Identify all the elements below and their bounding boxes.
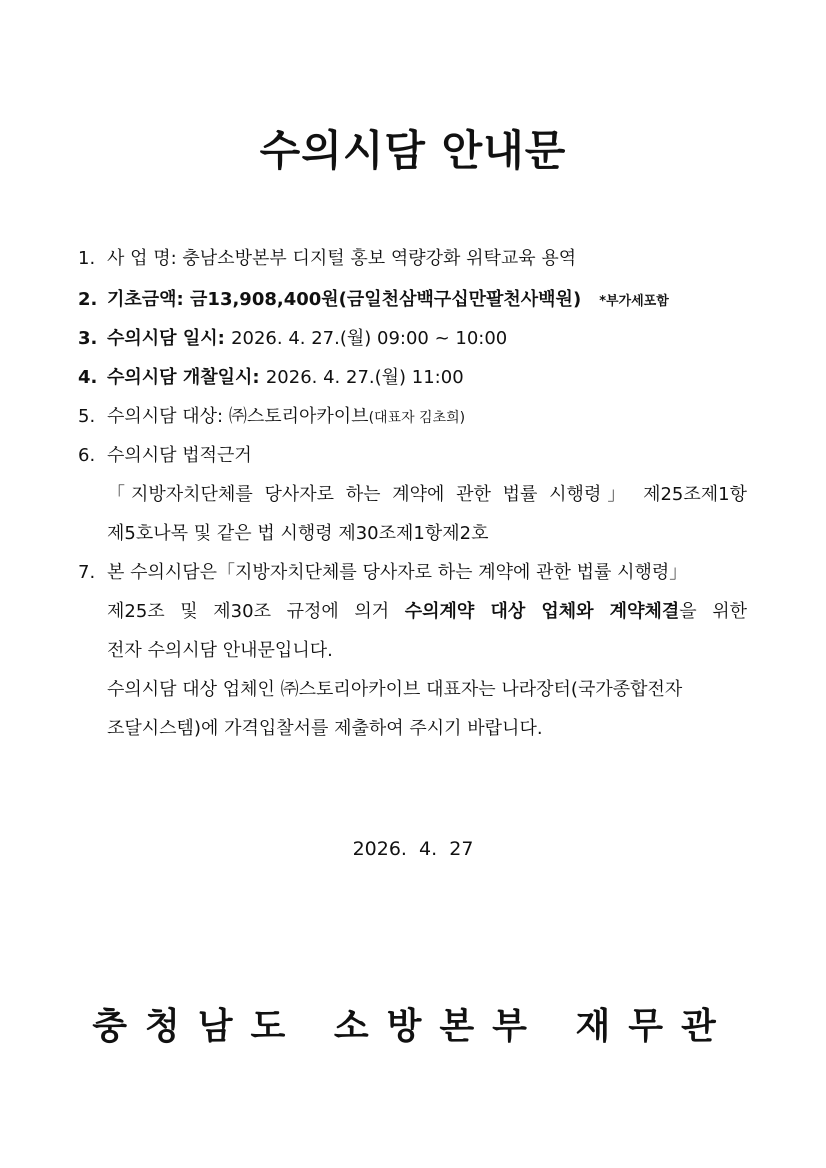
item-label: 수의시담 대상: bbox=[107, 406, 229, 427]
representative-note: (대표자 김초희) bbox=[368, 410, 466, 426]
item-number: 7. bbox=[78, 562, 96, 583]
item-label: 수의시담 일시: bbox=[107, 328, 232, 349]
item-number: 4. bbox=[78, 367, 98, 388]
item-number: 3. bbox=[78, 328, 98, 349]
item-label: 수의시담 법적근거 bbox=[107, 445, 252, 466]
item-5 bbox=[78, 405, 465, 430]
notice-line-2 bbox=[107, 600, 747, 624]
notice-line-4: 수의시담 대상 업체인 ㈜스토리아카이브 대표자는 나라장터(국가종합전자 bbox=[107, 679, 683, 700]
item-6 bbox=[78, 444, 252, 468]
document-title: 수의시담 안내문 bbox=[259, 126, 567, 175]
item-4 bbox=[78, 366, 464, 390]
item-number: 6. bbox=[78, 445, 96, 466]
item-number: 1. bbox=[78, 248, 96, 269]
item-number: 5. bbox=[78, 406, 96, 427]
item-value: 금13,908,400원(금일천삼백구십만팔천사백원) bbox=[190, 289, 582, 310]
item-value: 2026. 4. 27.(월) 11:00 bbox=[265, 367, 464, 388]
issuer-signature: 충청남도 소방본부 재무관 bbox=[92, 1006, 734, 1047]
notice-line-2-bold: 수의계약 대상 업체와 계약체결 bbox=[404, 601, 680, 622]
item-1 bbox=[78, 247, 576, 271]
notice-line-3: 전자 수의시담 안내문입니다. bbox=[107, 640, 333, 661]
item-3 bbox=[78, 327, 507, 351]
legal-basis-line-1: 「지방자치단체를 당사자로 하는 계약에 관한 법률 시행령」 제25조제1항 bbox=[107, 484, 747, 505]
item-7 bbox=[78, 561, 687, 585]
notice-line-1: 본 수의시담은「지방자치단체를 당사자로 하는 계약에 관한 법률 시행령」 bbox=[107, 562, 688, 583]
notice-line-2-post: 을 위한 bbox=[679, 601, 748, 622]
item-value: 2026. 4. 27.(월) 09:00 ~ 10:00 bbox=[231, 328, 508, 349]
notice-line-5: 조달시스템)에 가격입찰서를 제출하여 주시기 바랍니다. bbox=[107, 718, 543, 739]
item-number: 2. bbox=[78, 289, 98, 310]
notice-line-2-pre: 제25조 및 제30조 규정에 의거 bbox=[107, 601, 405, 622]
item-label: 수의시담 개찰일시: bbox=[107, 367, 266, 388]
legal-basis-line-2: 제5호나목 및 같은 법 시행령 제30조제1항제2호 bbox=[107, 523, 489, 544]
document-date: 2026. 4. 27 bbox=[352, 838, 474, 860]
vat-note: *부가세포함 bbox=[599, 294, 669, 309]
item-label: 사 업 명: bbox=[107, 248, 183, 269]
item-value: 충남소방본부 디지털 홍보 역량강화 위탁교육 용역 bbox=[182, 248, 577, 269]
item-value: ㈜스토리아카이브 bbox=[228, 406, 369, 427]
item-label: 기초금액: bbox=[107, 289, 191, 310]
item-2 bbox=[78, 288, 669, 314]
